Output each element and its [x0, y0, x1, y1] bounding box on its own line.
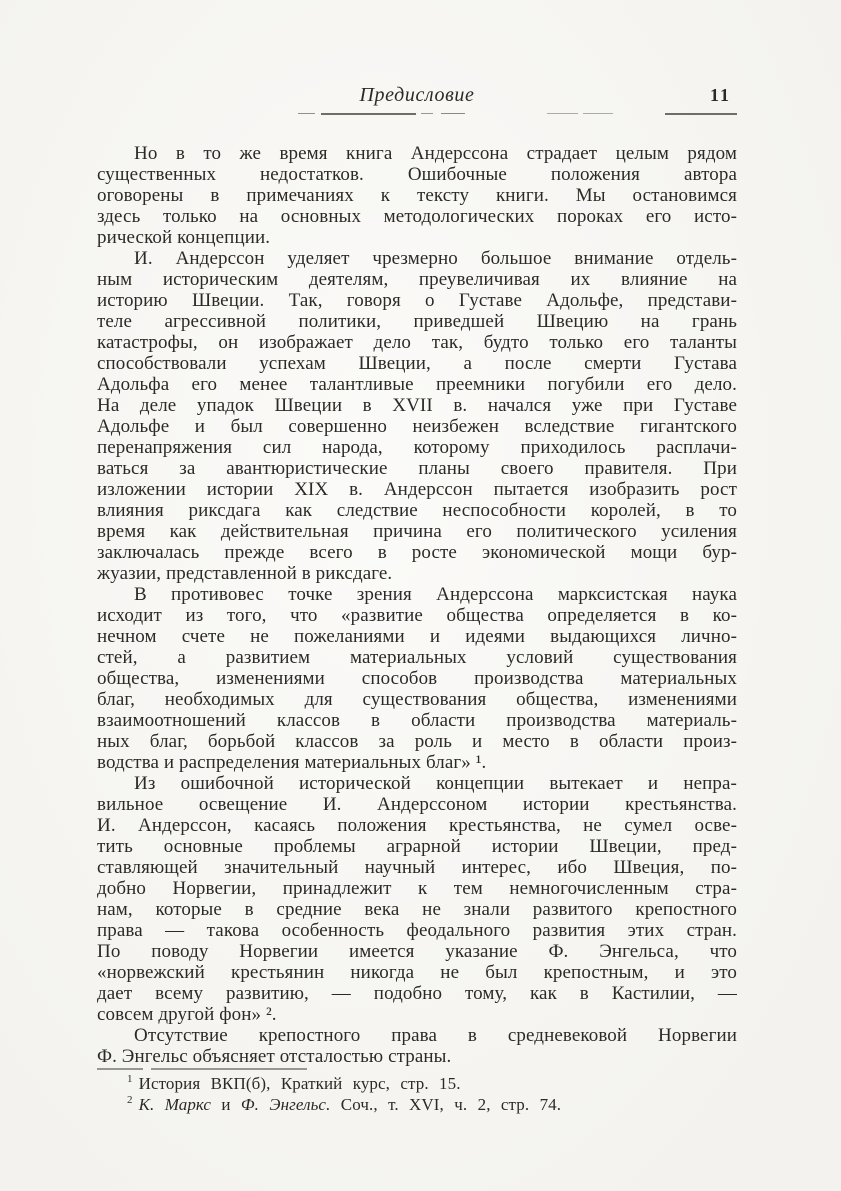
rule-segment	[421, 113, 433, 114]
text-line: благ, необходимых для существования общества, изменениями	[97, 689, 737, 710]
text-line: стей, а развитием материальных условий существования	[97, 647, 737, 668]
text-line: жуазии, представленной в риксдаге.	[97, 563, 393, 584]
text-line: водства и распределения материальных благ» ¹.	[97, 752, 487, 773]
rule-segment	[665, 113, 737, 115]
rule-segment	[97, 1068, 143, 1070]
footnote	[97, 1094, 737, 1115]
text-line: взаимоотношений классов в области производства материаль-	[97, 710, 737, 731]
rule-segment	[321, 113, 416, 115]
text-line: перенапряжения сил народа, которому приходилось расплачи-	[97, 437, 737, 458]
text-line: Адольфа его менее талантливые преемники погубили его дело.	[97, 374, 737, 395]
page-number: 11	[709, 85, 731, 105]
text-line: дает всему развитию, — подобно тому, как в Кастилии, —	[97, 983, 737, 1004]
text-line: заключалась прежде всего в росте экономической мощи бур-	[97, 542, 737, 563]
footnote-text: Ф. Энгельс.	[240, 1095, 331, 1114]
footnote-marker: 2	[127, 1094, 133, 1107]
text-line: рической концепции.	[97, 227, 271, 248]
text-line: историю Швеции. Так, говоря о Густаве Адольфе, представи-	[97, 290, 737, 311]
footnotes	[97, 1073, 737, 1115]
footnote-text: К. Маркс	[138, 1095, 211, 1114]
text-line: Из ошибочной исторической концепции вытекает и непра-	[134, 773, 737, 794]
text-line: исходит из того, что «развитие общества определяется в ко-	[97, 605, 737, 626]
text-line: Но в то же время книга Андерссона страдает целым рядом	[134, 143, 737, 164]
text-line: изложении истории XIX в. Андерссон пытается изобразить рост	[97, 479, 737, 500]
text-line: ваться за авантюристические планы своего правителя. При	[97, 458, 737, 479]
text-line: оговорены в примечаниях к тексту книги. Мы остановимся	[97, 185, 737, 206]
text-line: Адольфе и был совершенно неизбежен вследствие гигантского	[97, 416, 737, 437]
text-line: способствовали успехам Швеции, а после смерти Густава	[97, 353, 737, 374]
rule-segment	[583, 113, 613, 114]
rule-segment	[547, 113, 578, 114]
text-line: влияния риксдага как следствие неспособности королей, в то	[97, 500, 737, 521]
rule-segment	[151, 1068, 307, 1070]
text-line: совсем другой фон» ².	[97, 1004, 277, 1025]
text-line: На деле упадок Швеции в XVII в. начался уже при Густаве	[97, 395, 737, 416]
text-line: добно Норвегии, принадлежит к тем немногочисленным стра-	[97, 878, 737, 899]
text-line: И. Андерссон, касаясь положения крестьянства, не сумел осве-	[97, 815, 737, 836]
page-body	[97, 143, 737, 1067]
text-line: тить основные проблемы аграрной истории Швеции, пред-	[97, 836, 737, 857]
rule-segment	[298, 113, 315, 114]
text-line: катастрофы, он изображает дело так, будто только его таланты	[97, 332, 737, 353]
text-line: нам, которые в средние века не знали развитого крепостного	[97, 899, 737, 920]
text-line: общества, изменениями способов производства материальных	[97, 668, 737, 689]
text-line: вильное освещение И. Андерссоном истории крестьянства.	[97, 794, 737, 815]
text-line: ных благ, борьбой классов за роль и место в области произ-	[97, 731, 737, 752]
text-line: ставляющей значительный научный интерес, ибо Швеция, по-	[97, 857, 737, 878]
footnote-separator	[97, 1067, 737, 1071]
text-line: существенных недостатков. Ошибочные положения автора	[97, 164, 737, 185]
text-line: здесь только на основных методологических пороках его исто-	[97, 206, 737, 227]
footnote-text: и	[210, 1095, 241, 1114]
page-header	[97, 84, 737, 110]
text-line: теле агрессивной политики, приведшей Швецию на грань	[97, 311, 737, 332]
text-line: По поводу Норвегии имеется указание Ф. Энгельса, что	[97, 941, 737, 962]
text-line: Отсутствие крепостного права в средневековой Норвегии	[134, 1025, 737, 1046]
text-line: И. Андерссон уделяет чрезмерно большое внимание отдель-	[134, 248, 737, 269]
footnote	[97, 1073, 737, 1094]
text-line: нечном счете не пожеланиями и идеями выдающихся лично-	[97, 626, 737, 647]
header-rule	[97, 110, 737, 118]
text-line: права — такова особенность феодального развития этих стран.	[97, 920, 737, 941]
text-line: «норвежский крестьянин никогда не был крепостным, и это	[97, 962, 737, 983]
running-title: Предисловие	[359, 84, 475, 106]
footnote-text: Соч., т. XVI, ч. 2, стр. 74.	[330, 1095, 562, 1114]
footnote-text: История ВКП(б), Краткий курс, стр. 15.	[138, 1074, 461, 1093]
rule-segment	[441, 113, 465, 114]
text-line: ным историческим деятелям, преувеличивая их влияние на	[97, 269, 737, 290]
text-line: В противовес точке зрения Андерссона марксистская наука	[134, 584, 737, 605]
text-line: Ф. Энгельс объясняет отсталостью страны.	[97, 1046, 452, 1067]
footnote-marker: 1	[127, 1073, 133, 1086]
text-line: время как действительная причина его политического усиления	[97, 521, 737, 542]
